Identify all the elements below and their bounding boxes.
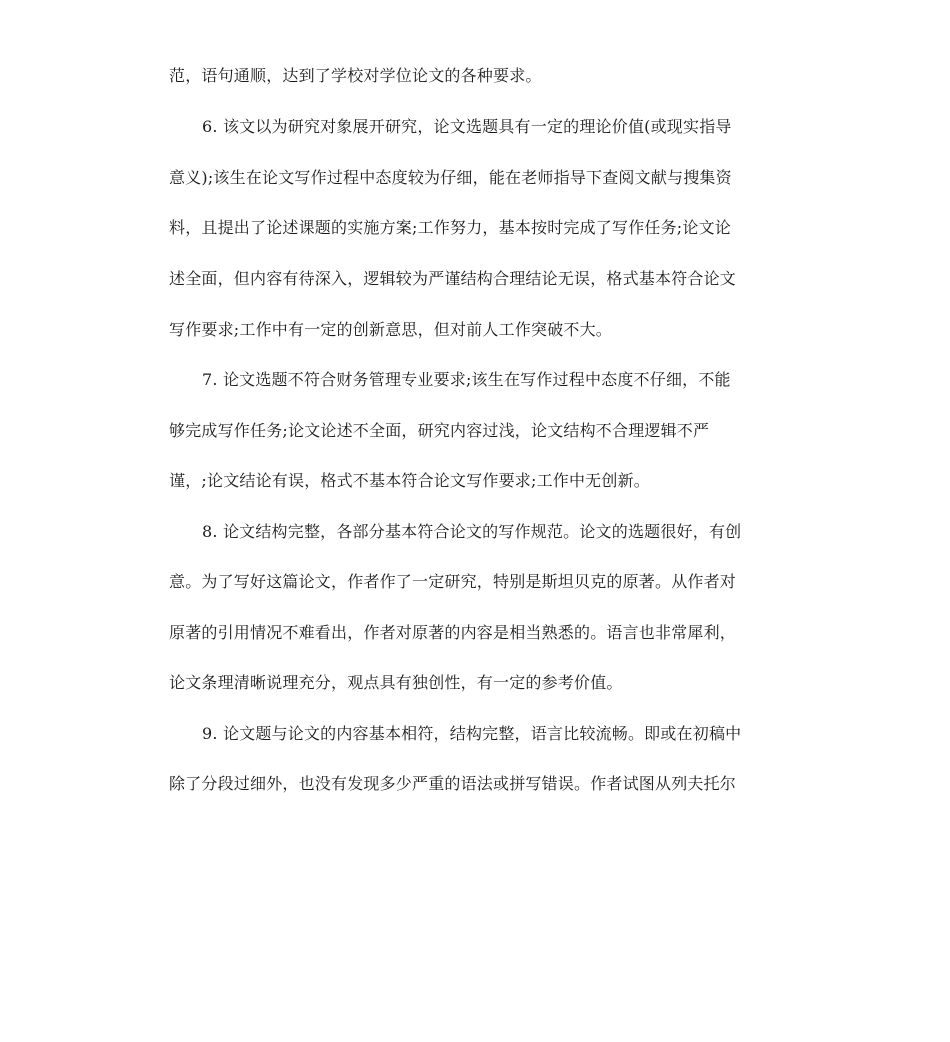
paragraph-8-start: 8. 论文结构完整，各部分基本符合论文的写作规范。论文的选题很好，有创 xyxy=(202,522,742,541)
text-line: 除了分段过细外，也没有发现多少严重的语法或拼写错误。作者试图从列夫托尔 xyxy=(169,774,737,793)
text-line: 写作要求;工作中有一定的创新意思，但对前人工作突破不大。 xyxy=(169,320,612,339)
text-line: 述全面，但内容有待深入，逻辑较为严谨结构合理结论无误，格式基本符合论文 xyxy=(169,269,737,288)
paragraph-7-start: 7. 论文选题不符合财务管理专业要求;该生在写作过程中态度不仔细，不能 xyxy=(202,370,731,389)
text-line: 谨，;论文结论有误，格式不基本符合论文写作要求;工作中无创新。 xyxy=(169,471,650,490)
paragraph-9-start: 9. 论文题与论文的内容基本相符，结构完整，语言比较流畅。即或在初稿中 xyxy=(202,724,742,743)
text-line: 意。为了写好这篇论文，作者作了一定研究，特别是斯坦贝克的原著。从作者对 xyxy=(169,572,737,591)
text-line: 够完成写作任务;论文论述不全面，研究内容过浅，论文结构不合理逻辑不严 xyxy=(169,421,710,440)
text-line: 原著的引用情况不难看出，作者对原著的内容是相当熟悉的。语言也非常犀利， xyxy=(169,623,737,642)
paragraph-6-start: 6. 该文以为研究对象展开研究，论文选题具有一定的理论价值(或现实指导 xyxy=(202,117,732,136)
text-line: 料，且提出了论述课题的实施方案;工作努力，基本按时完成了写作任务;论文论 xyxy=(169,218,731,237)
text-line: 论文条理清晰说理充分，观点具有独创性，有一定的参考价值。 xyxy=(169,673,623,692)
text-line: 范，语句通顺，达到了学校对学位论文的各种要求。 xyxy=(169,66,542,85)
text-line: 意义);该生在论文写作过程中态度较为仔细，能在老师指导下查阅文献与搜集资 xyxy=(169,168,732,187)
